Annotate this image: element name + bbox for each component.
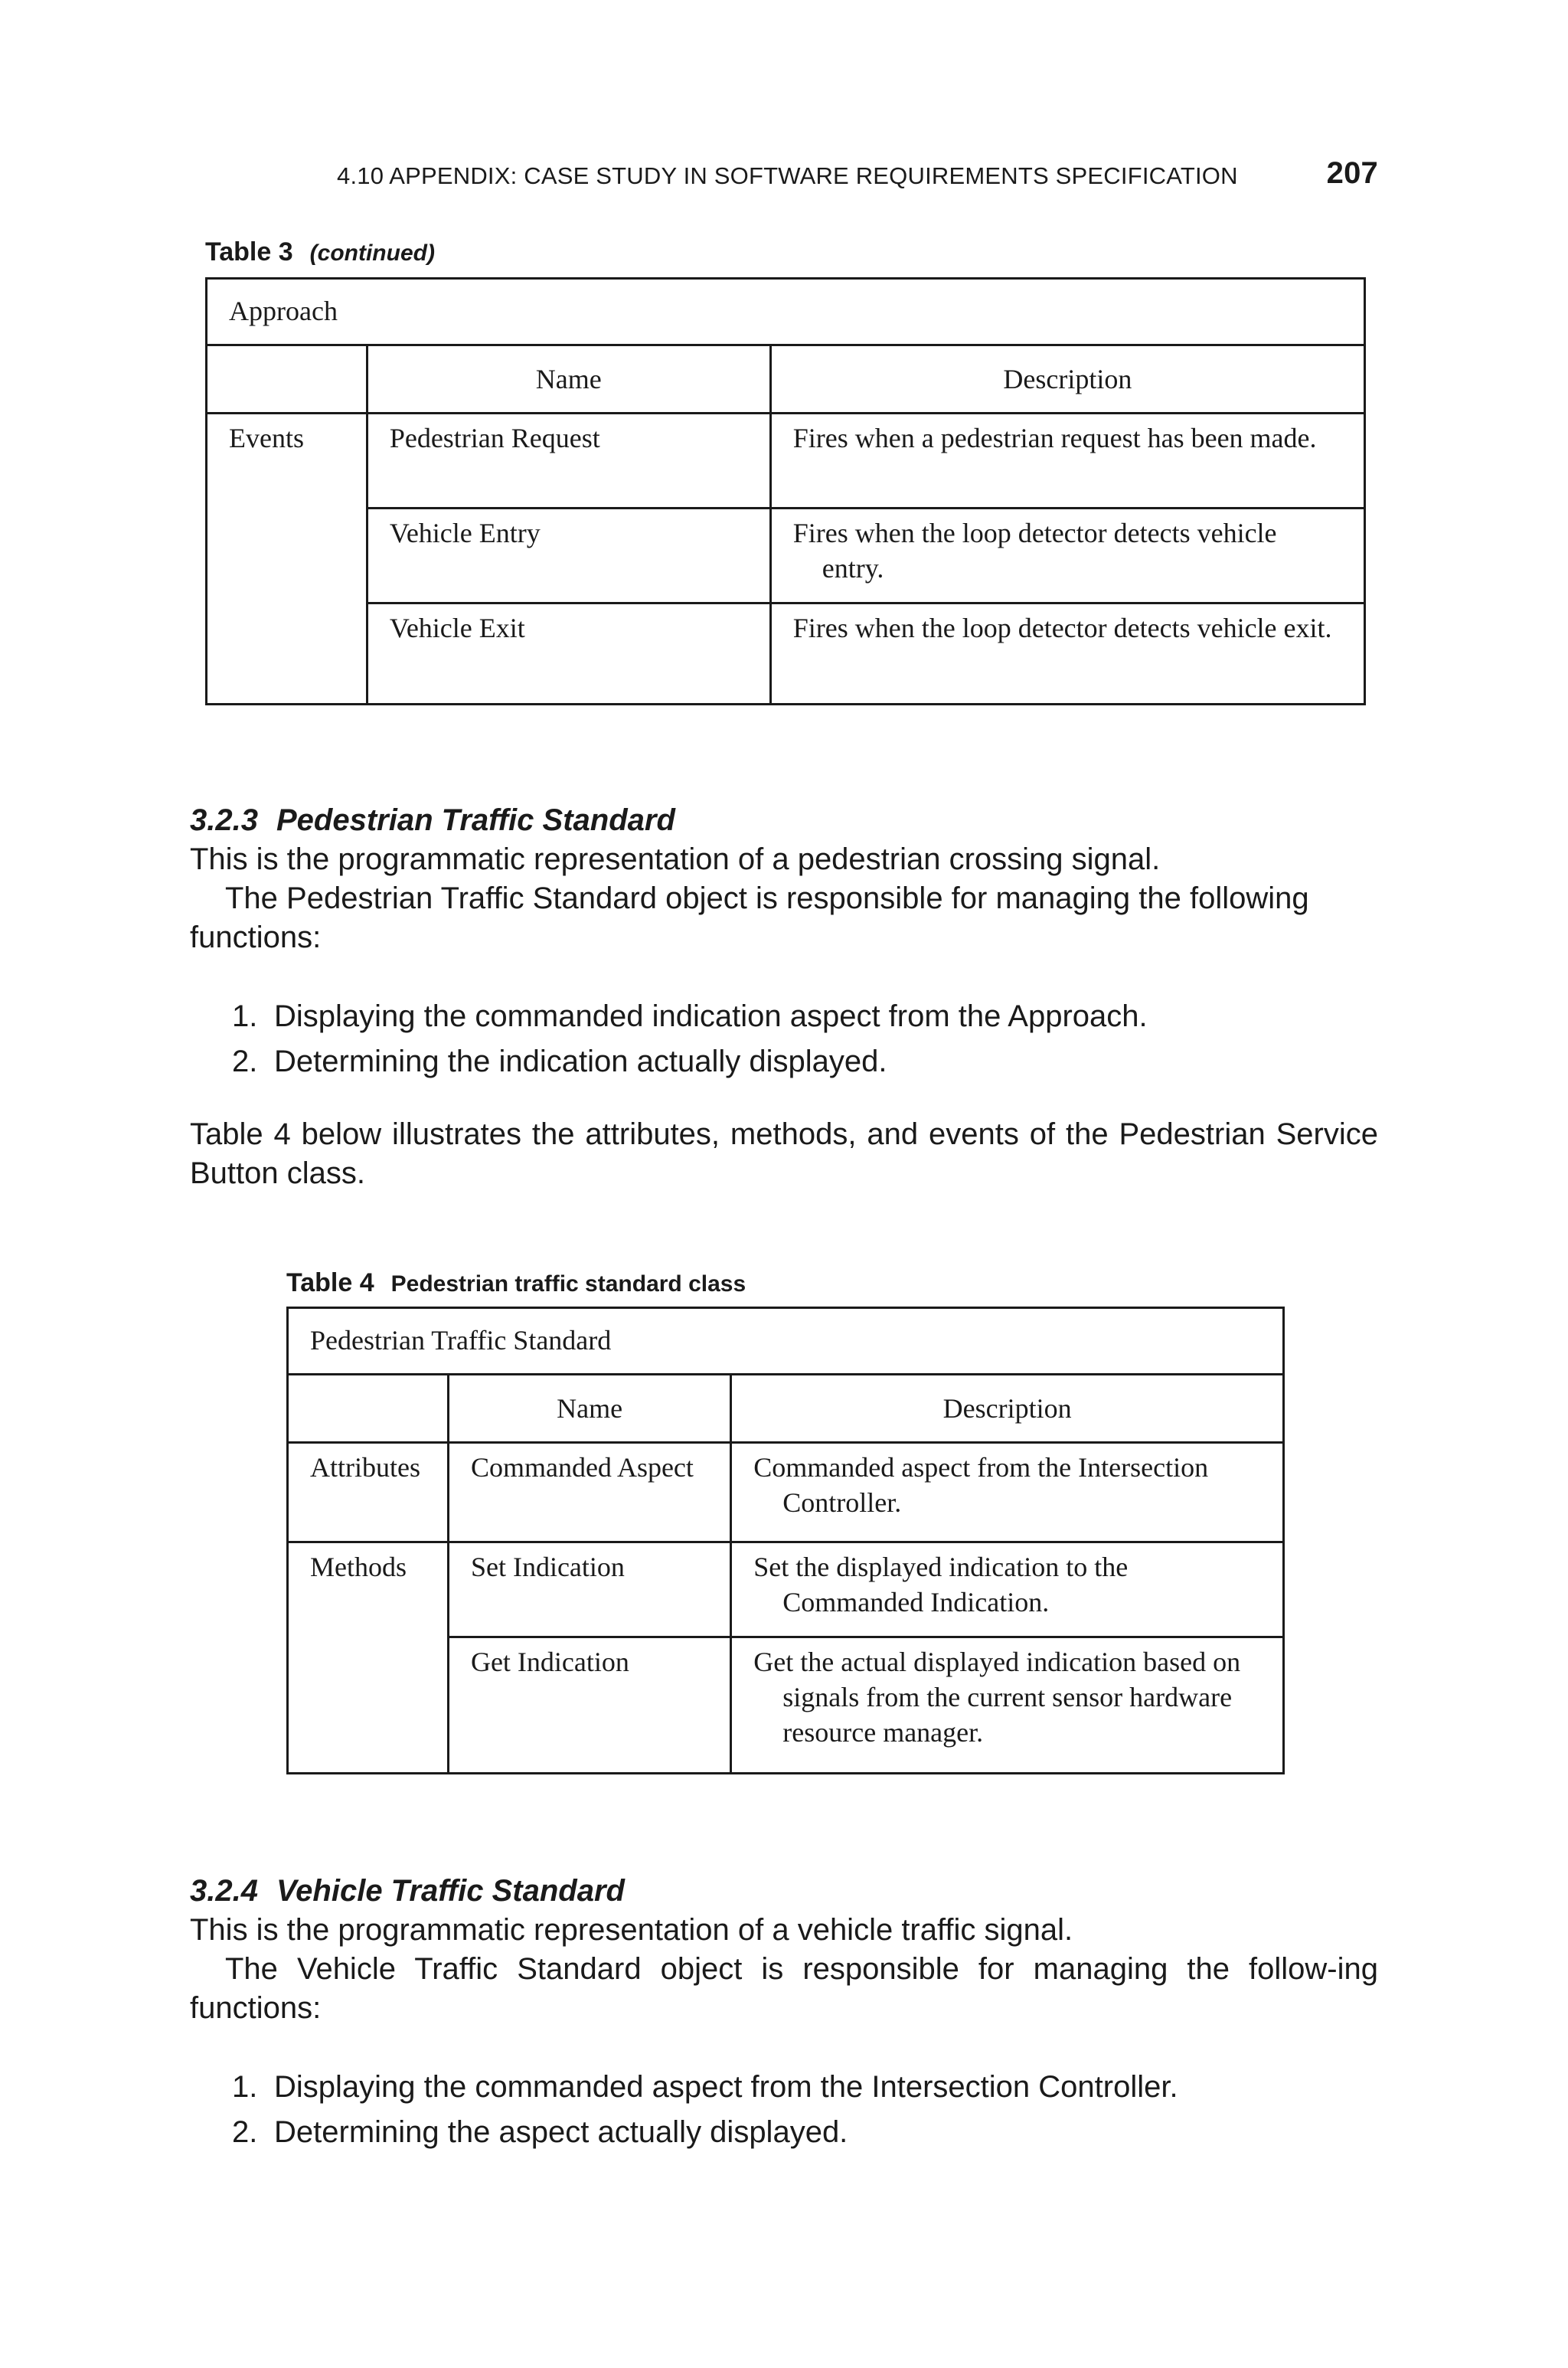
- section-3-2-4: [190, 1872, 1378, 2155]
- paragraph: Table 4 below illustrates the attributes, methods, and events of the Pedestrian Service Button class.: [190, 1117, 1378, 1190]
- table3: [205, 277, 1366, 705]
- list-item: 1. Displaying the commanded indication aspect from the Approach.: [232, 999, 1148, 1033]
- section-3-2-4-heading: [190, 1872, 1378, 1911]
- table4-row-name: Commanded Aspect: [448, 1443, 730, 1542]
- table3-row-description: Fires when a pedestrian request has been made.: [770, 414, 1364, 509]
- table3-caption-text: (continued): [309, 240, 435, 266]
- table3-caption-label: Table 3: [205, 237, 293, 267]
- paragraph: The Pedestrian Traffic Standard object is responsible for managing the following functions:: [190, 881, 1309, 954]
- section-title: Pedestrian Traffic Standard: [276, 803, 675, 837]
- running-head-text: 4.10 APPENDIX: CASE STUDY IN SOFTWARE REQUIREMENTS SPECIFICATION: [337, 162, 1238, 189]
- table4-title: Pedestrian Traffic Standard: [288, 1308, 1284, 1375]
- table4-header-empty: [288, 1375, 449, 1443]
- table4-row-name: Get Indication: [448, 1637, 730, 1774]
- section-number: 3.2.3: [190, 803, 258, 837]
- table4-group-methods: Methods: [288, 1542, 449, 1774]
- section-3-2-3: [190, 801, 1378, 1193]
- section-3-2-3-heading: [190, 801, 1378, 840]
- table4-header-description: Description: [731, 1375, 1284, 1443]
- table4-caption-text: Pedestrian traffic standard class: [390, 1271, 746, 1297]
- numbered-list: [190, 994, 1378, 1084]
- table3-header-name: Name: [367, 345, 770, 414]
- paragraph: The Vehicle Traffic Standard object is responsible for managing the follow-ing functions:: [190, 1952, 1378, 2025]
- table3-caption: [205, 237, 435, 267]
- section-title: Vehicle Traffic Standard: [276, 1874, 625, 1908]
- table4: [286, 1307, 1285, 1774]
- table3-group-events: Events: [207, 414, 368, 705]
- paragraph: This is the programmatic representation of a pedestrian crossing signal.: [190, 842, 1161, 876]
- table4-row-description: Get the actual displayed indication based on signals from the current sensor hardware resource manager.: [731, 1637, 1284, 1774]
- table3-header-empty: [207, 345, 368, 414]
- table3-header-description: Description: [770, 345, 1364, 414]
- table3-row-description: Fires when the loop detector detects vehicle exit.: [770, 603, 1364, 705]
- numbered-list: [190, 2065, 1378, 2155]
- page-number: 207: [1326, 156, 1378, 190]
- running-head: [337, 158, 1378, 196]
- table4-caption-label: Table 4: [286, 1268, 374, 1297]
- table3-row-description: Fires when the loop detector detects vehicle entry.: [770, 509, 1364, 603]
- list-item: 2. Determining the aspect actually displayed.: [232, 2115, 848, 2149]
- table3-row-name: Vehicle Entry: [367, 509, 770, 603]
- table4-caption: [286, 1268, 746, 1298]
- table4-row-name: Set Indication: [448, 1542, 730, 1637]
- list-item: 1. Displaying the commanded aspect from the Intersection Controller.: [232, 2070, 1178, 2104]
- table3-row-name: Pedestrian Request: [367, 414, 770, 509]
- table4-row-description: Commanded aspect from the Intersection Controller.: [731, 1443, 1284, 1542]
- table3-row-name: Vehicle Exit: [367, 603, 770, 705]
- table4-group-attributes: Attributes: [288, 1443, 449, 1542]
- table3-title: Approach: [207, 279, 1365, 345]
- list-item: 2. Determining the indication actually displayed.: [232, 1045, 887, 1078]
- table4-row-description: Set the displayed indication to the Commanded Indication.: [731, 1542, 1284, 1637]
- table4-header-name: Name: [448, 1375, 730, 1443]
- paragraph: This is the programmatic representation of a vehicle traffic signal.: [190, 1913, 1073, 1947]
- section-number: 3.2.4: [190, 1874, 258, 1908]
